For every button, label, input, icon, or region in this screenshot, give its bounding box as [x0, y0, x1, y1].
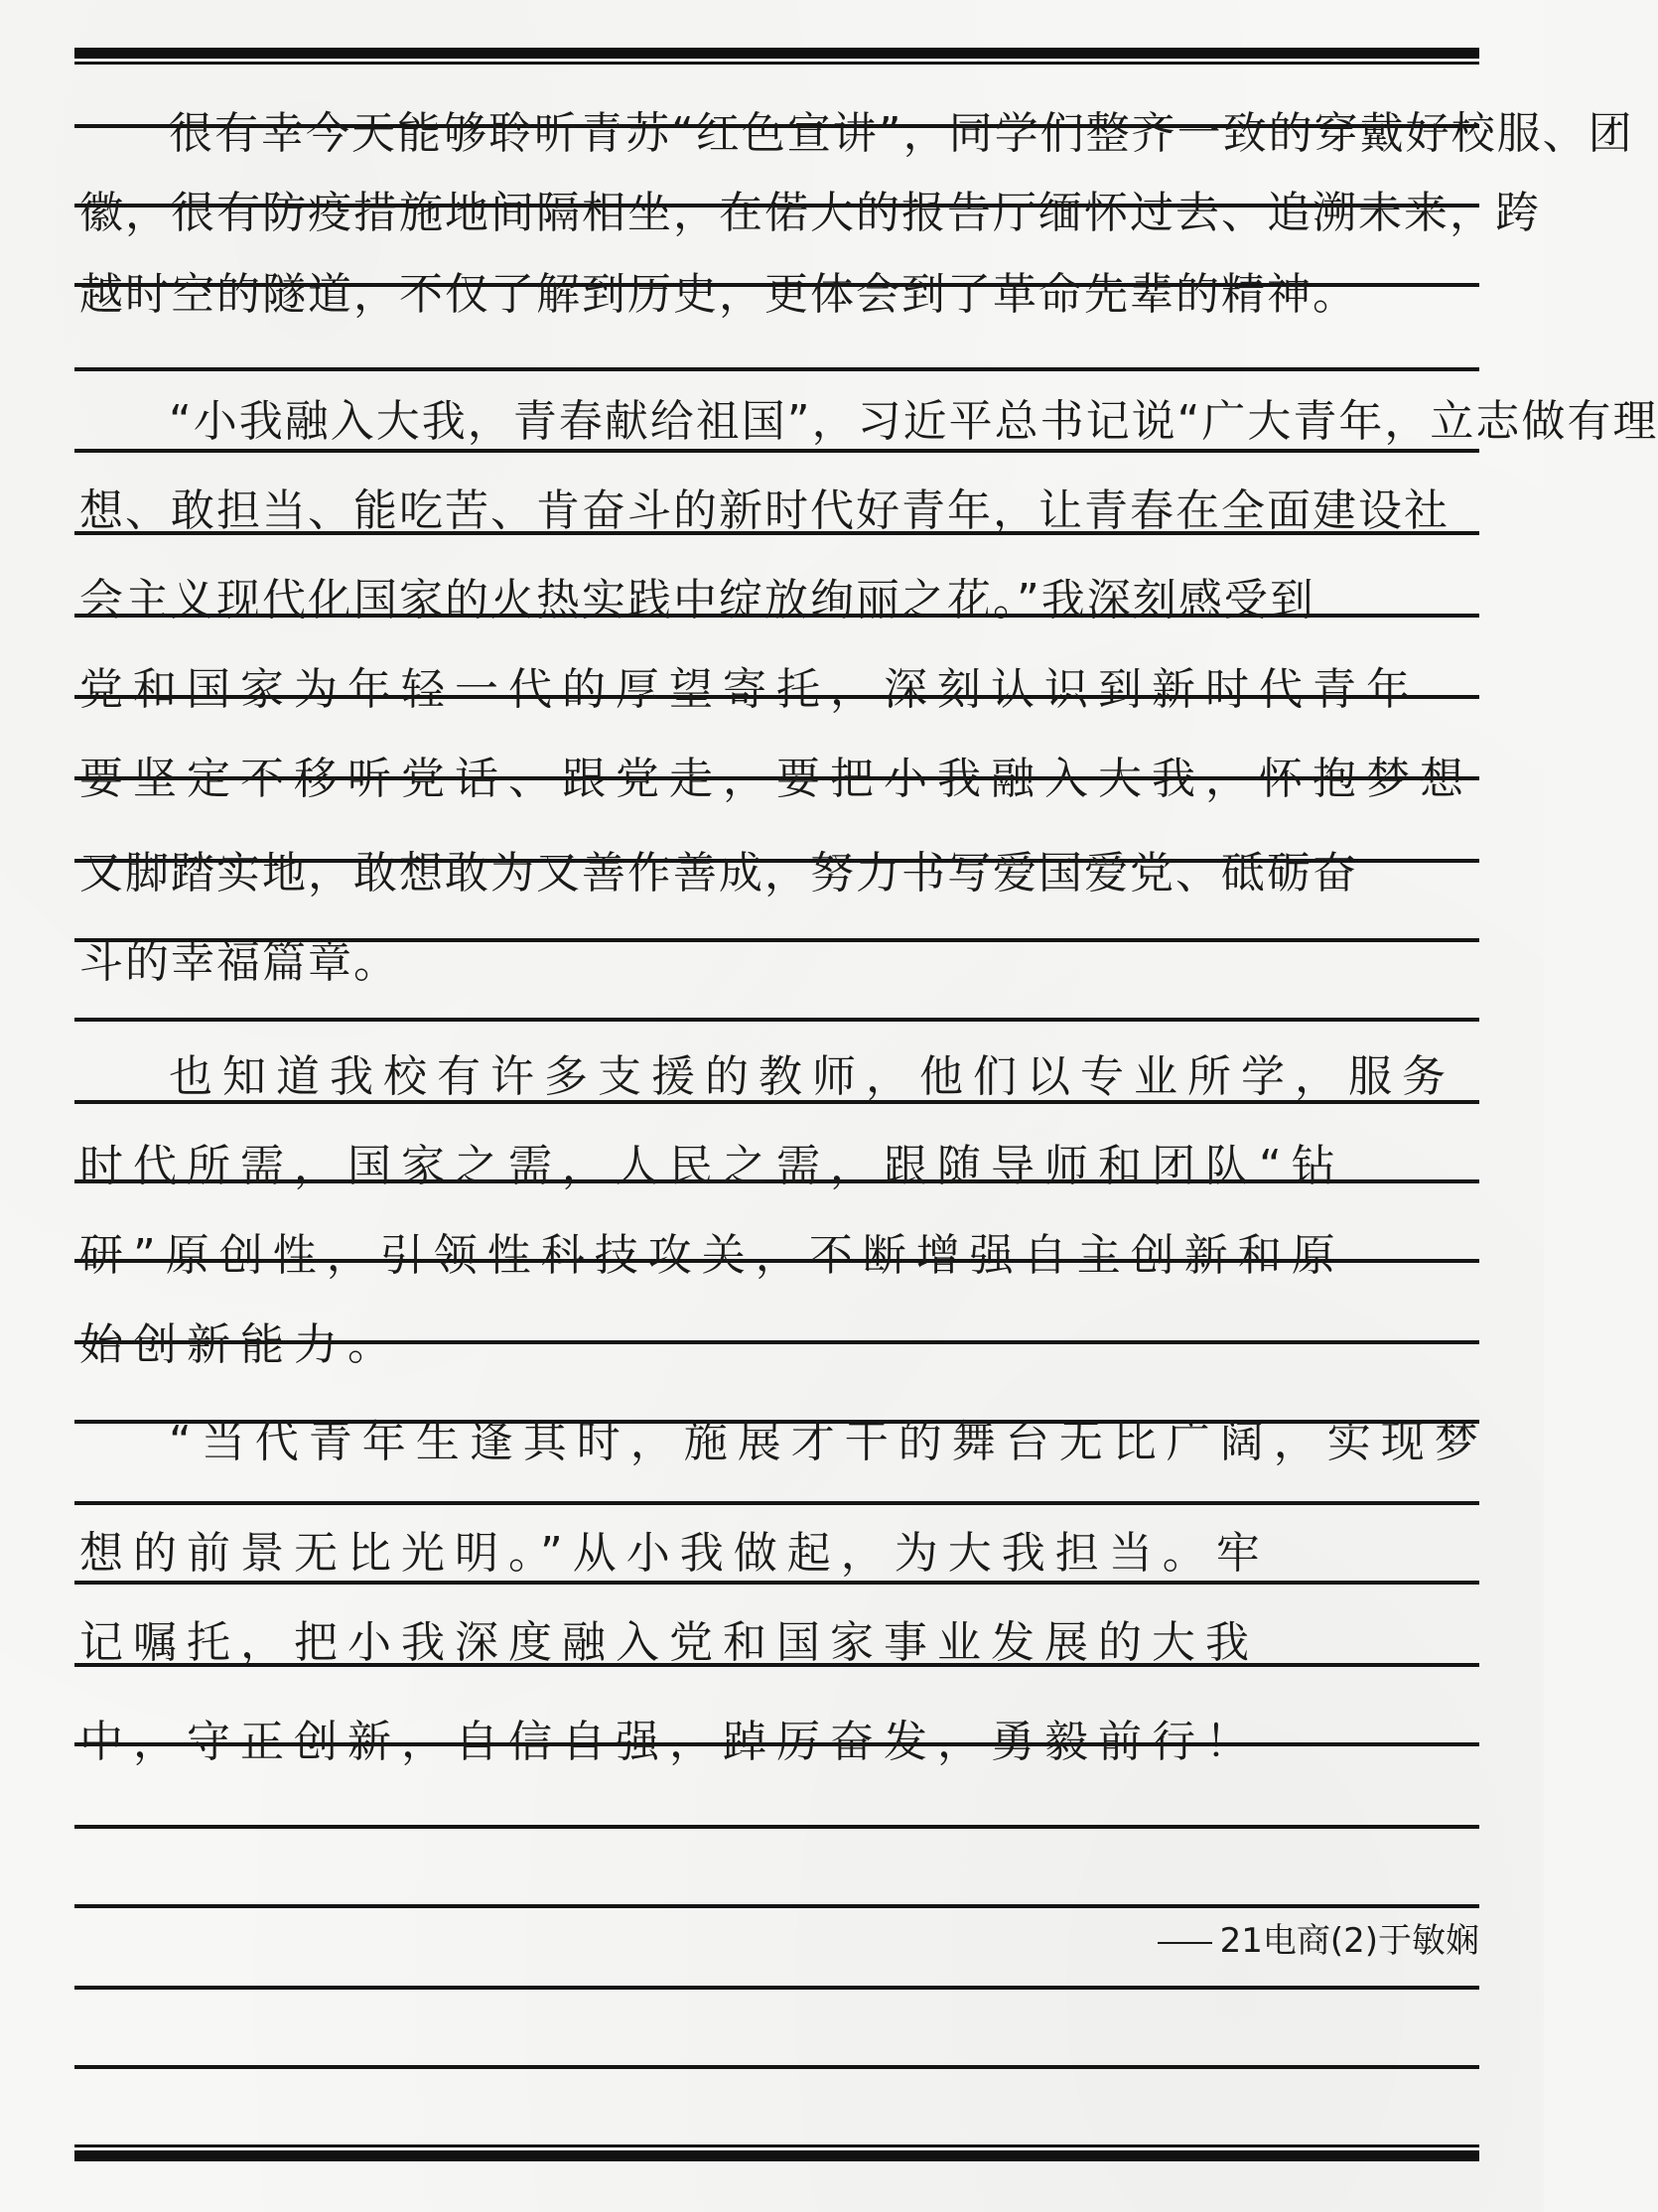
- essay-line: 越时空的隧道，不仅了解到历史，更体会到了革命先辈的精神。: [79, 269, 1358, 320]
- ruled-line: [74, 1825, 1479, 1829]
- ruled-line: [74, 2065, 1479, 2069]
- essay-line: 想的前景无比光明。”从小我做起，为大我担当。牢: [79, 1528, 1270, 1579]
- top-border: [74, 48, 1479, 59]
- essay-line: 始创新能力。: [79, 1319, 401, 1370]
- ruled-line: [74, 1501, 1479, 1505]
- essay-line: 斗的幸福篇章。: [79, 937, 399, 988]
- essay-line: 时代所需，国家之需，人民之需，跟随导师和团队“钻: [79, 1141, 1345, 1191]
- essay-line: 徽，很有防疫措施地间隔相坐，在偌大的报告厅缅怀过去、追溯未来，跨: [79, 188, 1541, 238]
- bottom-border: [74, 2150, 1479, 2161]
- essay-line: 想、敢担当、能吃苦、肯奋斗的新时代好青年，让青春在全面建设社: [79, 485, 1450, 536]
- bottom-border-thin: [74, 2144, 1479, 2147]
- essay-line: 会主义现代化国家的火热实践中绽放绚丽之花。”我深刻感受到: [79, 575, 1315, 625]
- signature: [1072, 1911, 1479, 1971]
- essay-line: 又脚踏实地，敢想敢为又善作善成，努力书写爱国爱党、砥砺奋: [79, 848, 1358, 899]
- essay-line: 也知道我校有许多支援的教师，他们以专业所学，服务: [169, 1051, 1455, 1102]
- essay-line: 党和国家为年轻一代的厚望寄托，深刻认识到新时代青年: [79, 664, 1420, 715]
- signature-text: 21电商(2)于敏娴: [1219, 1921, 1479, 1961]
- ruled-line: [74, 1904, 1479, 1908]
- essay-line: “当代青年生逢其时，施展才干的舞台无比广阔，实现梦: [169, 1417, 1488, 1467]
- essay-line: 中，守正创新，自信自强，踔厉奋发，勇毅前行！: [79, 1717, 1259, 1767]
- ruled-line: [74, 1986, 1479, 1990]
- ruled-line: [74, 367, 1479, 371]
- top-border-thin: [74, 62, 1479, 65]
- essay-line: “小我融入大我，青春献给祖国”，习近平总书记说“广大青年，立志做有理: [169, 396, 1658, 447]
- essay-line: 记嘱托，把小我深度融入党和国家事业发展的大我: [79, 1617, 1259, 1668]
- ruled-line: [74, 1018, 1479, 1022]
- essay-line: 要坚定不移听党话、跟党走，要把小我融入大我，怀抱梦想: [79, 754, 1473, 804]
- signature-dash: [1158, 1942, 1212, 1944]
- essay-line: 研”原创性，引领性科技攻关，不断增强自主创新和原: [79, 1230, 1345, 1281]
- essay-line: 很有幸今天能够聆听青苏“红色宣讲”，同学们整齐一致的穿戴好校服、团: [169, 108, 1634, 159]
